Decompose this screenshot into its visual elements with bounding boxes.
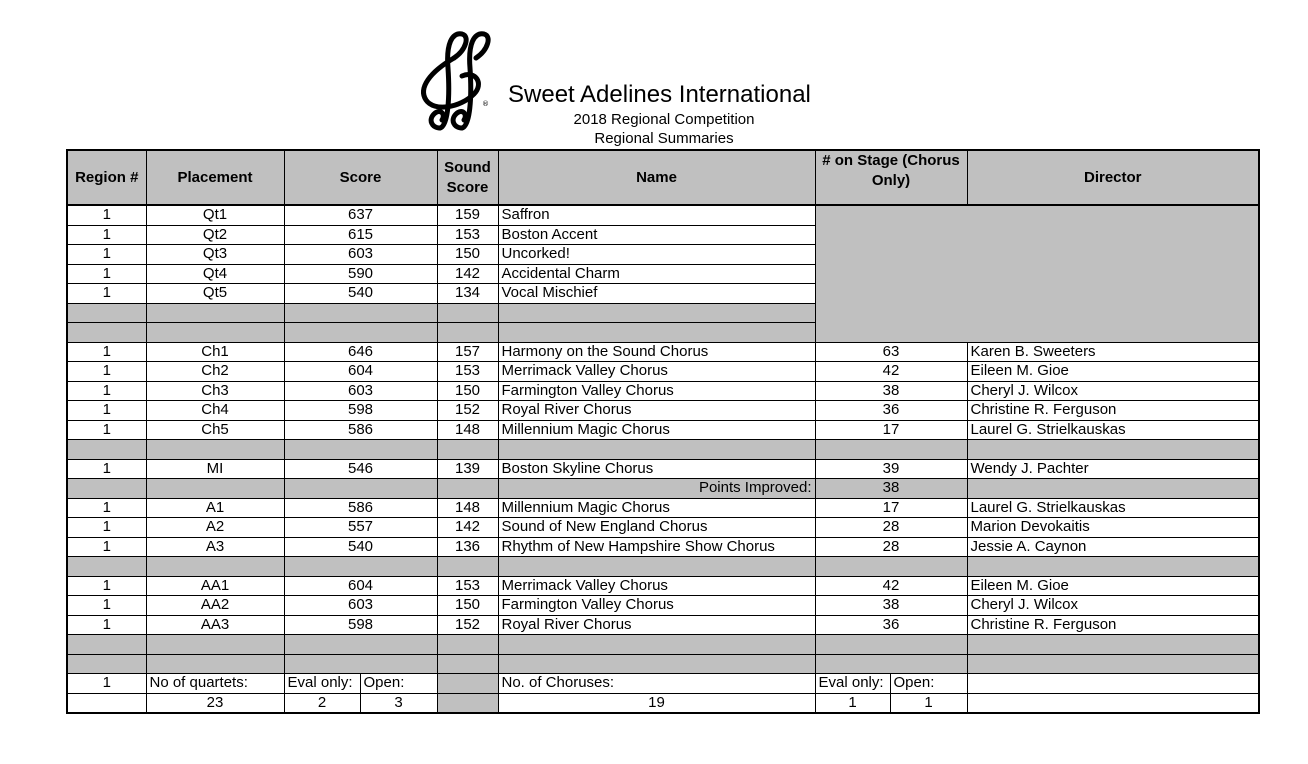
sound-cell: 136 [437, 537, 498, 557]
director-cell: Karen B. Sweeters [967, 342, 1259, 362]
onstage-cell: 17 [815, 498, 967, 518]
onstage-cell: 42 [815, 576, 967, 596]
document-header [0, 0, 1308, 150]
region-cell: 1 [67, 284, 146, 304]
choruses-eval-count: 1 [815, 693, 890, 713]
onstage-cell: 63 [815, 342, 967, 362]
score-cell: 646 [284, 342, 437, 362]
name-cell: Merrimack Valley Chorus [498, 576, 815, 596]
director-cell: Jessie A. Caynon [967, 537, 1259, 557]
table-row [67, 518, 1259, 538]
placement-cell: AA1 [146, 576, 284, 596]
director-cell: Laurel G. Strielkauskas [967, 498, 1259, 518]
name-cell: Boston Skyline Chorus [498, 459, 815, 479]
placement-cell: Qt5 [146, 284, 284, 304]
col-name: Name [498, 150, 815, 205]
region-cell: 1 [67, 459, 146, 479]
table-row [67, 459, 1259, 479]
col-sound-score: Sound Score [437, 150, 498, 205]
director-cell: Wendy J. Pachter [967, 459, 1259, 479]
sound-cell: 153 [437, 225, 498, 245]
empty-cell [967, 674, 1259, 694]
score-cell: 637 [284, 205, 437, 225]
choruses-open-count: 1 [890, 693, 967, 713]
header-row [67, 150, 1259, 205]
sound-cell: 142 [437, 518, 498, 538]
table-row [67, 381, 1259, 401]
score-cell: 598 [284, 615, 437, 635]
choruses-open-label: Open: [890, 674, 967, 694]
quartets-eval-count: 2 [284, 693, 360, 713]
score-cell: 546 [284, 459, 437, 479]
placement-cell: AA3 [146, 615, 284, 635]
sound-cell: 150 [437, 596, 498, 616]
sound-cell: 159 [437, 205, 498, 225]
sound-cell: 142 [437, 264, 498, 284]
name-cell: Millennium Magic Chorus [498, 420, 815, 440]
sound-cell: 157 [437, 342, 498, 362]
score-cell: 586 [284, 420, 437, 440]
name-cell: Millennium Magic Chorus [498, 498, 815, 518]
name-cell: Sound of New England Chorus [498, 518, 815, 538]
name-cell: Rhythm of New Hampshire Show Chorus [498, 537, 815, 557]
points-improved-value: 38 [815, 479, 967, 499]
name-cell: Boston Accent [498, 225, 815, 245]
placement-cell: Ch3 [146, 381, 284, 401]
region-cell: 1 [67, 205, 146, 225]
sound-cell: 148 [437, 498, 498, 518]
points-improved-row [67, 479, 1259, 499]
director-cell: Eileen M. Gioe [967, 362, 1259, 382]
director-cell: Christine R. Ferguson [967, 401, 1259, 421]
onstage-cell: 28 [815, 537, 967, 557]
name-cell: Royal River Chorus [498, 401, 815, 421]
quartets-count: 23 [146, 693, 284, 713]
empty-cell [967, 693, 1259, 713]
quartets-count-label: No of quartets: [146, 674, 284, 694]
name-cell: Saffron [498, 205, 815, 225]
table-row [67, 205, 1259, 225]
treble-clef-logo-icon [410, 28, 496, 132]
region-cell: 1 [67, 615, 146, 635]
placement-cell: Qt4 [146, 264, 284, 284]
onstage-cell: 38 [815, 381, 967, 401]
quartets-open-count: 3 [360, 693, 437, 713]
col-director: Director [967, 150, 1259, 205]
placement-cell: Qt2 [146, 225, 284, 245]
placement-cell: Qt3 [146, 245, 284, 265]
placement-cell: AA2 [146, 596, 284, 616]
sound-cell: 153 [437, 576, 498, 596]
placement-cell: A1 [146, 498, 284, 518]
placement-cell: A2 [146, 518, 284, 538]
name-cell: Farmington Valley Chorus [498, 381, 815, 401]
grey-block [815, 205, 1259, 342]
onstage-cell: 42 [815, 362, 967, 382]
region-cell: 1 [67, 401, 146, 421]
score-cell: 603 [284, 596, 437, 616]
sound-cell: 150 [437, 245, 498, 265]
name-cell: Uncorked! [498, 245, 815, 265]
name-cell: Accidental Charm [498, 264, 815, 284]
onstage-cell: 38 [815, 596, 967, 616]
region-cell: 1 [67, 225, 146, 245]
placement-cell: Ch1 [146, 342, 284, 362]
summary-subtitle: Regional Summaries [594, 130, 734, 147]
score-cell: 603 [284, 245, 437, 265]
table-row [67, 576, 1259, 596]
director-cell: Cheryl J. Wilcox [967, 596, 1259, 616]
name-cell: Harmony on the Sound Chorus [498, 342, 815, 362]
placement-cell: Qt1 [146, 205, 284, 225]
grey-cell [437, 674, 498, 694]
director-cell: Eileen M. Gioe [967, 576, 1259, 596]
score-cell: 603 [284, 381, 437, 401]
region-cell: 1 [67, 245, 146, 265]
onstage-cell: 36 [815, 401, 967, 421]
organization-title: Sweet Adelines International [508, 81, 811, 108]
onstage-cell: 28 [815, 518, 967, 538]
onstage-cell: 17 [815, 420, 967, 440]
summary-region: 1 [67, 674, 146, 694]
score-cell: 598 [284, 401, 437, 421]
empty-cell [67, 693, 146, 713]
score-cell: 590 [284, 264, 437, 284]
score-cell: 604 [284, 362, 437, 382]
score-cell: 557 [284, 518, 437, 538]
summary-label-row [67, 674, 1259, 694]
director-cell: Marion Devokaitis [967, 518, 1259, 538]
quartets-eval-label: Eval only: [284, 674, 360, 694]
summary-value-row [67, 693, 1259, 713]
col-score: Score [284, 150, 437, 205]
sound-cell: 134 [437, 284, 498, 304]
region-cell: 1 [67, 518, 146, 538]
spacer-row [67, 557, 1259, 577]
director-cell: Laurel G. Strielkauskas [967, 420, 1259, 440]
sound-cell: 152 [437, 401, 498, 421]
placement-cell: Ch2 [146, 362, 284, 382]
table-row [67, 615, 1259, 635]
table-row [67, 420, 1259, 440]
sound-cell: 139 [437, 459, 498, 479]
table-row [67, 537, 1259, 557]
col-on-stage: # on Stage (Chorus Only) [815, 150, 967, 205]
sound-cell: 152 [437, 615, 498, 635]
table-row [67, 362, 1259, 382]
placement-cell: Ch4 [146, 401, 284, 421]
region-cell: 1 [67, 264, 146, 284]
table-row [67, 596, 1259, 616]
placement-cell: Ch5 [146, 420, 284, 440]
region-cell: 1 [67, 596, 146, 616]
table-row [67, 342, 1259, 362]
choruses-count-label: No. of Choruses: [498, 674, 815, 694]
name-cell: Vocal Mischief [498, 284, 815, 304]
placement-cell: MI [146, 459, 284, 479]
region-cell: 1 [67, 342, 146, 362]
svg-text:®: ® [482, 100, 489, 108]
region-cell: 1 [67, 362, 146, 382]
table-row [67, 498, 1259, 518]
results-table [66, 149, 1260, 714]
score-cell: 540 [284, 284, 437, 304]
score-cell: 615 [284, 225, 437, 245]
region-cell: 1 [67, 420, 146, 440]
director-cell: Cheryl J. Wilcox [967, 381, 1259, 401]
col-region: Region # [67, 150, 146, 205]
region-cell: 1 [67, 381, 146, 401]
sound-cell: 150 [437, 381, 498, 401]
col-placement: Placement [146, 150, 284, 205]
onstage-cell: 39 [815, 459, 967, 479]
region-cell: 1 [67, 498, 146, 518]
choruses-eval-label: Eval only: [815, 674, 890, 694]
points-improved-label: Points Improved: [498, 479, 815, 499]
director-cell: Christine R. Ferguson [967, 615, 1259, 635]
spacer-row [67, 440, 1259, 460]
name-cell: Royal River Chorus [498, 615, 815, 635]
score-cell: 604 [284, 576, 437, 596]
choruses-count: 19 [498, 693, 815, 713]
grey-cell [437, 693, 498, 713]
score-cell: 540 [284, 537, 437, 557]
quartets-open-label: Open: [360, 674, 437, 694]
name-cell: Farmington Valley Chorus [498, 596, 815, 616]
region-cell: 1 [67, 537, 146, 557]
sound-cell: 153 [437, 362, 498, 382]
name-cell: Merrimack Valley Chorus [498, 362, 815, 382]
region-cell: 1 [67, 576, 146, 596]
sound-cell: 148 [437, 420, 498, 440]
onstage-cell: 36 [815, 615, 967, 635]
table-row [67, 401, 1259, 421]
competition-subtitle: 2018 Regional Competition [573, 111, 755, 128]
placement-cell: A3 [146, 537, 284, 557]
score-cell: 586 [284, 498, 437, 518]
spacer-row [67, 654, 1259, 674]
spacer-row [67, 635, 1259, 655]
